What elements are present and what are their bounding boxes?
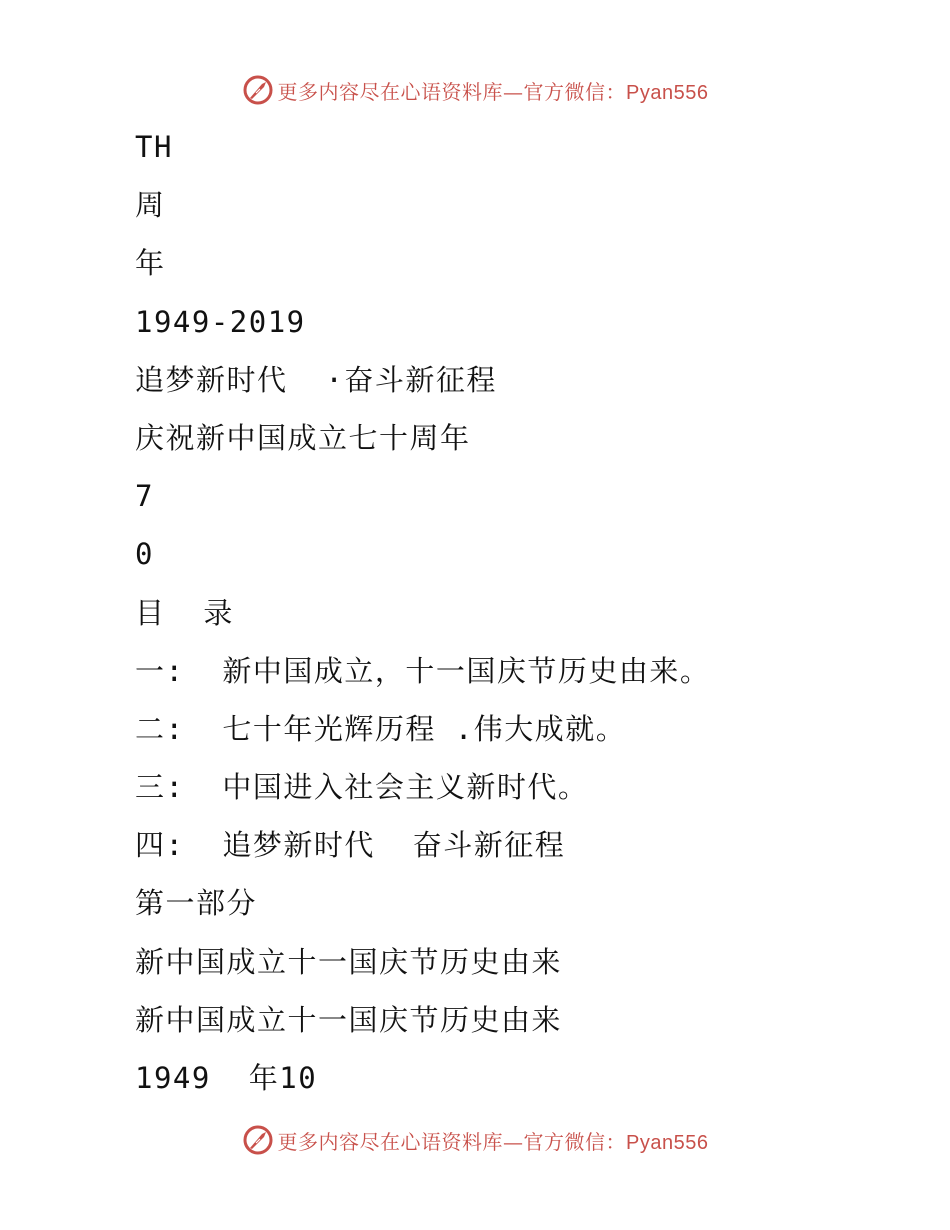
toc-item-3: 三: 中国进入社会主义新时代。: [135, 770, 589, 805]
watermark-text: 更多内容尽在心语资料库—官方微信：Pyan556: [277, 1129, 709, 1154]
text-line-celebration: 庆祝新中国成立七十周年: [135, 420, 471, 455]
text-line-seven: 7: [135, 479, 154, 514]
section-heading: 第一部分: [135, 886, 258, 921]
toc-item-2: 二: 七十年光辉历程 .伟大成就。: [135, 711, 627, 746]
footer-watermark: [0, 1120, 950, 1160]
text-line-date: 1949 年10: [135, 1061, 318, 1095]
document-body: [135, 118, 915, 1107]
toc-item-1: 一: 新中国成立，十一国庆节历史由来。: [135, 653, 711, 688]
watermark-text: 更多内容尽在心语资料库—官方微信：Pyan556: [277, 79, 709, 104]
text-line-nian: 年: [135, 246, 166, 281]
header-watermark: [0, 70, 950, 110]
text-line-th: TH: [135, 130, 173, 164]
text-line-years: 1949-2019: [135, 304, 306, 339]
text-line-zero: 0: [135, 537, 154, 572]
text-line-slogan: 追梦新时代 ·奋斗新征程: [135, 362, 497, 397]
toc-item-4: 四: 追梦新时代 奋斗新征程: [135, 828, 566, 863]
quill-logo-icon: [242, 74, 274, 106]
text-line-zhou: 周: [135, 188, 166, 223]
section-title-repeat: 新中国成立十一国庆节历史由来: [135, 1002, 563, 1037]
section-title: 新中国成立十一国庆节历史由来: [135, 944, 563, 979]
toc-heading: 目 录: [135, 595, 234, 630]
quill-logo-icon: [242, 1124, 274, 1156]
